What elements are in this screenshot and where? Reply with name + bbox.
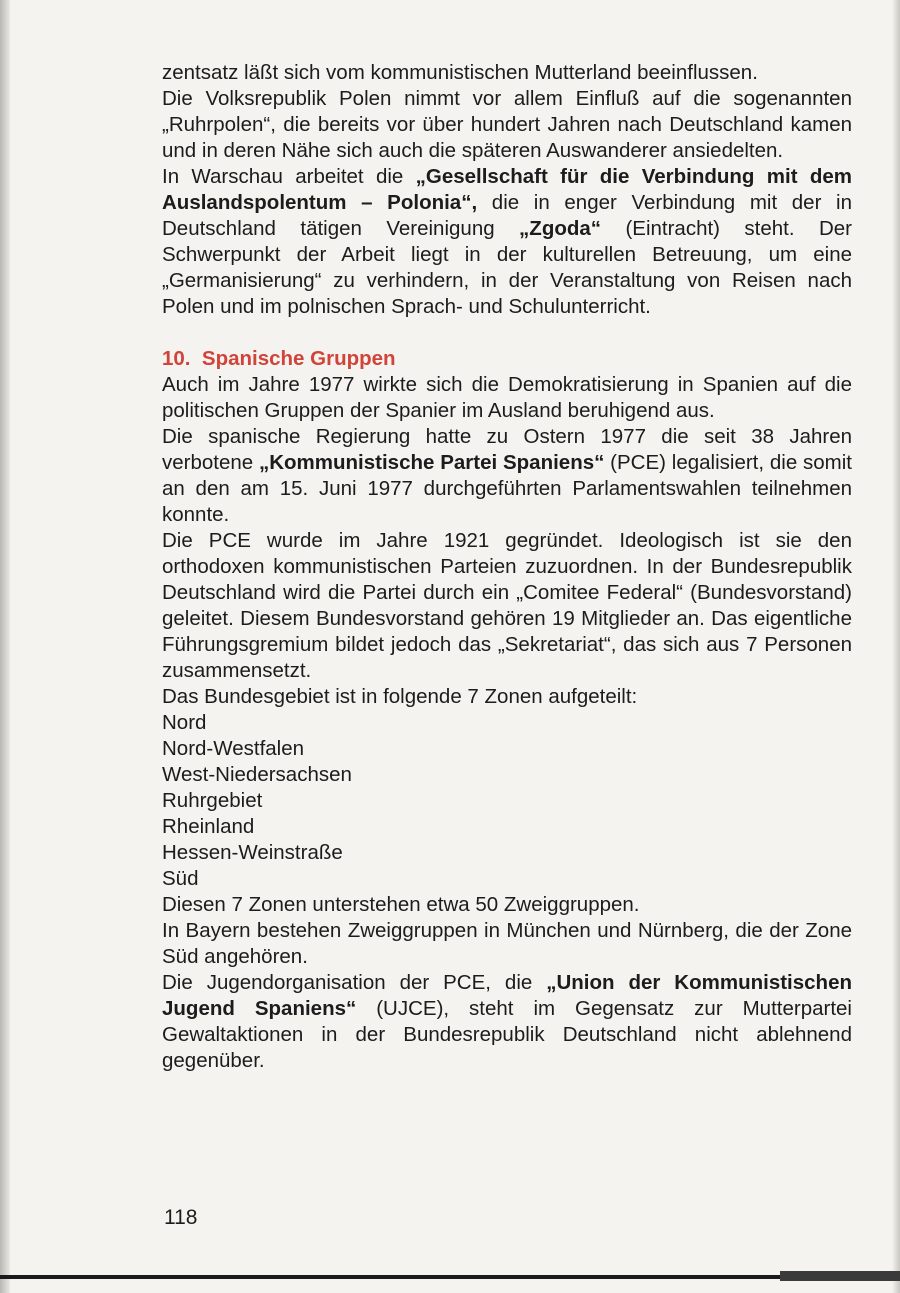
list-item: Rheinland: [162, 815, 255, 838]
paragraph-intro-2: Die Volksrepublik Polen nimmt vor allem Einfluß auf die sogenannten „Ruhrpolen“, die bereits vor über hundert Jahren nach Deutschland kamen und in deren Nähe sich auch die späteren Auswanderer ansiedelten.: [162, 87, 852, 162]
bold-party-pce: „Kommunistische Partei Spaniens“: [258, 451, 605, 474]
text-segment: die in enger Verbindung mit der in Deutschland tätigen Vereinigung: [162, 191, 853, 240]
section-number: 10.: [162, 347, 191, 370]
text-segment: Die spanische Regierung hatte zu Ostern 1977 die seit 38 Jahren verbotene: [162, 425, 852, 474]
text-segment: Die Jugendorganisation der PCE, die: [162, 971, 547, 994]
bold-organization-polonia: „Gesellschaft für die Verbindung mit dem Auslandspolentum – Polonia“,: [162, 165, 852, 214]
page-body: [162, 60, 852, 1074]
text-segment: (PCE) legalisiert, die somit an den am 15. Juni 1977 durchgeführten Parlamentswahlen teilnehmen konnte.: [162, 451, 852, 526]
paragraph-section-3: Die PCE wurde im Jahre 1921 gegründet. Ideologisch ist sie den orthodoxen kommunistischen Parteien zuzuordnen. In der Bundesrepublik Deutschland wird die Partei durch ein „Comitee Federal“ (Bundesvorstand) geleitet. Diesem Bundesvorstand gehören 19 Mitglieder an. Das eigentliche Führungsgremium bildet jedoch das „Sekretariat“, das sich aus 7 Personen zusammensetzt.: [162, 529, 852, 682]
bottom-rule: [0, 1275, 900, 1279]
zones-intro: Das Bundesgebiet ist in folgende 7 Zonen aufgeteilt:: [162, 685, 638, 708]
section-title: Spanische Gruppen: [201, 347, 396, 370]
page-edge-right: [892, 0, 900, 1293]
list-item: Nord: [162, 711, 207, 734]
paragraph-section-1: Auch im Jahre 1977 wirkte sich die Demokratisierung in Spanien auf die politischen Gruppen der Spanier im Ausland beruhigend aus.: [162, 373, 852, 422]
list-item: Ruhrgebiet: [162, 789, 263, 812]
paragraph-section-5: In Bayern bestehen Zweiggruppen in München und Nürnberg, die der Zone Süd angehören.: [162, 919, 852, 968]
text-segment: (UJCE), steht im Gegensatz zur Mutterpartei Gewaltaktionen in der Bundesrepublik Deutschland nicht ablehnend gegenüber.: [162, 997, 852, 1072]
text-segment: In Warschau arbeitet die: [162, 165, 416, 188]
paragraph-intro-3: [162, 164, 852, 320]
list-item: Hessen-Weinstraße: [162, 841, 343, 864]
bottom-rule-accent: [780, 1271, 900, 1281]
paragraph-section-2: [162, 424, 852, 528]
list-item: West-Niedersachsen: [162, 763, 352, 786]
section-heading: [162, 346, 852, 372]
paragraph-section-4: Diesen 7 Zonen unterstehen etwa 50 Zweiggruppen.: [162, 893, 640, 916]
list-item: Nord-Westfalen: [162, 737, 305, 760]
list-item: Süd: [162, 867, 199, 890]
bold-organization-ujce: „Union der Kommunistischen Jugend Spaniens“: [162, 971, 852, 1020]
paragraph-intro-1: zentsatz läßt sich vom kommunistischen Mutterland beeinflussen.: [162, 61, 758, 84]
paragraph-section-6: [162, 970, 852, 1074]
text-segment: (Eintracht) steht. Der Schwerpunkt der Arbeit liegt in der kulturellen Betreuung, um eine „Germanisierung“ zu verhindern, in der Veranstaltung von Reisen nach Polen und im polnischen Sprach- und Schulunterricht.: [162, 217, 853, 318]
zones-list: [162, 710, 852, 892]
page-edge-left: [0, 0, 10, 1293]
bold-organization-zgoda: „Zgoda“: [519, 217, 602, 240]
page-number: 118: [164, 1206, 198, 1229]
